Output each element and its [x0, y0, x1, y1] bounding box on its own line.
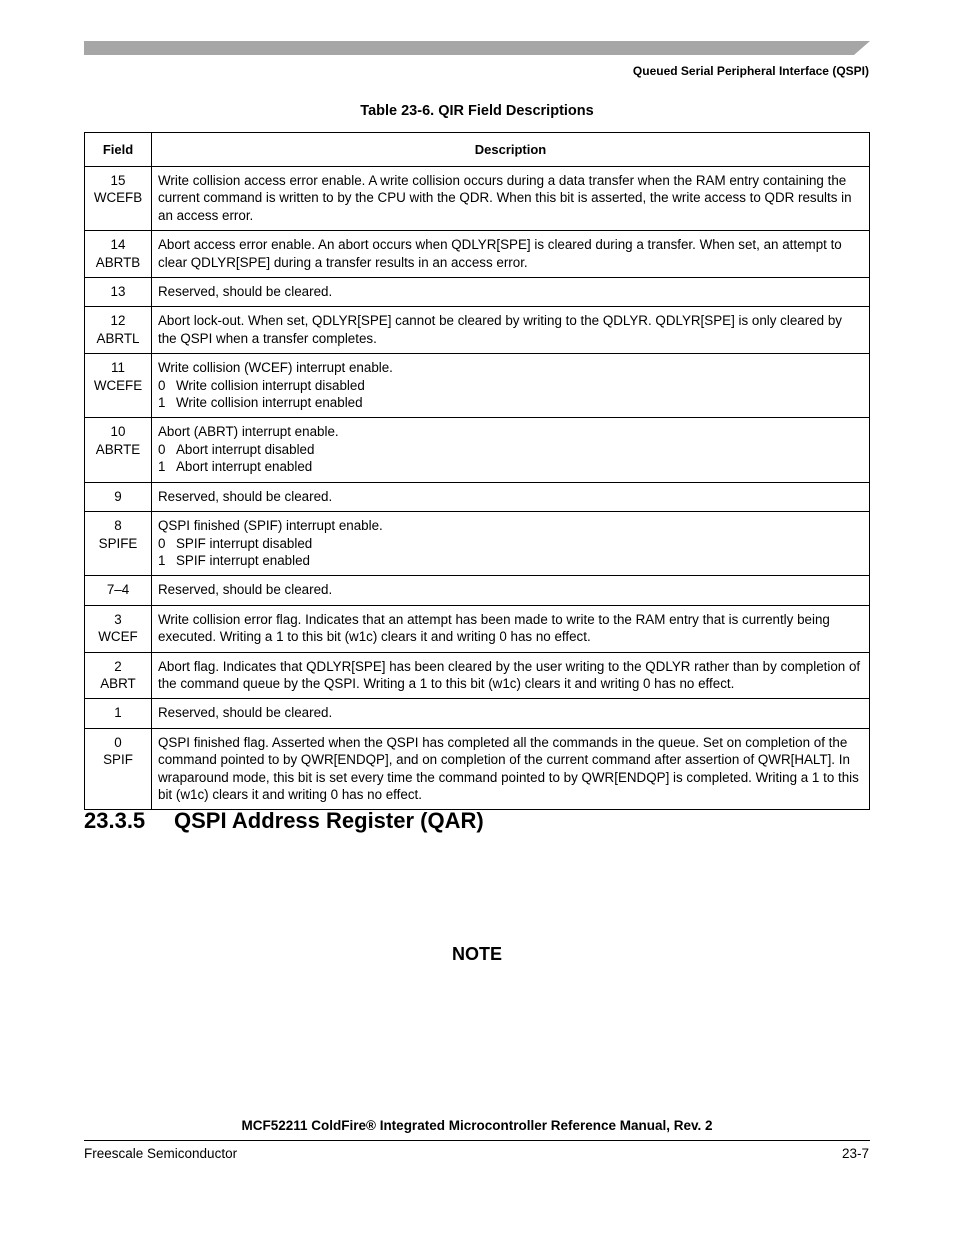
column-header-description: Description	[152, 133, 870, 167]
description-text: Abort flag. Indicates that QDLYR[SPE] has been cleared by the user writing to the QDLYR rather than by completion of the command queue by the QSPI. Writing a 1 to this bit (w1c) clears it and writing 0 has no effect.	[158, 658, 861, 691]
description-text: QSPI finished flag. Asserted when the QSPI has completed all the commands in the queue. Set on completion of the command pointed to by QWR[ENDQP], and on completion of the current command after assertion of QWR[HALT]. In wraparound mode, this bit is set every time the command pointed to by QWR[ENDQP] is completed. Writing a 1 to this bit (w1c) clears it and writing 0 has no effect.	[158, 734, 859, 802]
encoding-text: SPIF interrupt enabled	[176, 552, 310, 568]
description-cell	[152, 482, 870, 511]
table-row	[85, 652, 870, 699]
description-text: Reserved, should be cleared.	[158, 488, 333, 504]
field-cell	[85, 307, 152, 354]
description-text: Reserved, should be cleared.	[158, 582, 333, 598]
field-cell	[85, 231, 152, 278]
field-name: SPIF	[103, 752, 133, 768]
field-name: SPIFE	[98, 535, 138, 551]
description-cell	[152, 512, 870, 576]
encoding-text: Abort interrupt disabled	[176, 441, 315, 457]
description-text: Reserved, should be cleared.	[158, 705, 333, 721]
field-cell	[85, 605, 152, 652]
field-bit: 0	[114, 734, 122, 750]
description-text: Write collision (WCEF) interrupt enable.	[158, 360, 393, 376]
footer-manual-title: MCF52211 ColdFire® Integrated Microcontroller Reference Manual, Rev. 2	[241, 1118, 713, 1133]
note-title: NOTE	[451, 944, 502, 964]
encoding-text: Write collision interrupt enabled	[176, 395, 363, 411]
field-cell	[85, 167, 152, 231]
field-bit: 7–4	[106, 582, 130, 598]
table-row	[85, 576, 870, 605]
field-cell	[85, 278, 152, 307]
field-bit: 3	[114, 611, 122, 627]
field-bit: 9	[114, 488, 122, 504]
encoding-line	[158, 458, 863, 475]
table-row	[85, 482, 870, 511]
section-title: QSPI Address Register (QAR)	[174, 808, 484, 833]
table-row	[85, 605, 870, 652]
table-row	[85, 167, 870, 231]
encoding-line	[158, 552, 863, 569]
field-name: WCEFB	[93, 190, 143, 206]
table-row	[85, 354, 870, 418]
description-cell	[152, 576, 870, 605]
field-bit: 8	[114, 518, 122, 534]
encoding-value: 0	[158, 535, 166, 551]
field-name: ABRTE	[95, 441, 141, 457]
section-number: 23.3.5	[84, 808, 146, 833]
table-title: Table 23-6. QIR Field Descriptions	[360, 103, 594, 119]
field-cell	[85, 576, 152, 605]
description-cell	[152, 605, 870, 652]
field-cell	[85, 728, 152, 810]
field-descriptions-table	[84, 132, 870, 810]
encoding-value: 1	[158, 552, 166, 568]
field-cell	[85, 482, 152, 511]
encoding-line	[158, 377, 863, 394]
field-name: ABRTB	[95, 254, 141, 270]
footer-page-number: 23-7	[841, 1146, 869, 1161]
description-cell	[152, 307, 870, 354]
encoding-value: 1	[158, 459, 166, 475]
description-cell	[152, 728, 870, 810]
description-cell	[152, 699, 870, 728]
description-text: Reserved, should be cleared.	[158, 284, 333, 300]
description-text: Abort lock-out. When set, QDLYR[SPE] cannot be cleared by writing to the QDLYR. QDLYR[SPE] is only cleared by the QSPI when a transfer completes.	[158, 313, 842, 346]
field-cell	[85, 418, 152, 482]
encoding-value: 0	[158, 377, 166, 393]
table-header-row	[85, 133, 870, 167]
table-row	[85, 512, 870, 576]
field-bit: 11	[111, 360, 125, 376]
column-header-field: Field	[85, 133, 152, 167]
description-cell	[152, 278, 870, 307]
description-text: Write collision access error enable. A write collision occurs during a data transfer when the RAM entry containing the current command is written to by the CPU with the QDR. When this bit is asserted, the write access to QDR results in an access error.	[158, 173, 852, 223]
encoding-text: Write collision interrupt disabled	[176, 377, 365, 393]
field-bit: 15	[110, 173, 126, 188]
description-text: Abort (ABRT) interrupt enable.	[158, 424, 339, 440]
field-bit: 12	[110, 313, 126, 329]
footer-company: Freescale Semiconductor	[84, 1146, 238, 1161]
description-cell	[152, 652, 870, 699]
table-row	[85, 231, 870, 278]
field-bit: 14	[110, 237, 126, 253]
table-row	[85, 307, 870, 354]
field-bit: 2	[114, 658, 122, 674]
section-heading	[84, 808, 484, 834]
field-bit: 10	[110, 424, 126, 440]
encoding-line	[158, 394, 863, 411]
running-header-title: Queued Serial Peripheral Interface (QSPI)	[632, 64, 869, 78]
field-cell	[85, 354, 152, 418]
description-text: Abort access error enable. An abort occurs when QDLYR[SPE] is cleared during a transfer. When set, an attempt to clear QDLYR[SPE] during a transfer results in an access error.	[158, 237, 842, 270]
field-name: WCEFE	[93, 377, 143, 393]
description-text: Write collision error flag. Indicates that an attempt has been made to write to the RAM entry that is currently being executed. Writing a 1 to this bit (w1c) clears it and writing 0 has no effect.	[158, 611, 830, 645]
table-body	[85, 167, 870, 810]
description-text: QSPI finished (SPIF) interrupt enable.	[158, 518, 383, 534]
field-bit: 1	[114, 705, 122, 721]
table-row	[85, 278, 870, 307]
description-cell	[152, 167, 870, 231]
encoding-line	[158, 441, 863, 458]
field-name: WCEF	[98, 629, 138, 645]
description-cell	[152, 418, 870, 482]
table-row	[85, 418, 870, 482]
table-row	[85, 699, 870, 728]
encoding-value: 0	[158, 441, 166, 457]
field-cell	[85, 652, 152, 699]
field-name: ABRT	[100, 675, 136, 691]
encoding-line	[158, 535, 863, 552]
header-bar	[84, 41, 870, 55]
encoding-text: SPIF interrupt disabled	[176, 535, 313, 551]
field-name: ABRTL	[96, 330, 140, 346]
encoding-text: Abort interrupt enabled	[176, 459, 313, 475]
field-cell	[85, 699, 152, 728]
field-cell	[85, 512, 152, 576]
table-row	[85, 728, 870, 810]
field-bit: 13	[110, 284, 126, 300]
description-cell	[152, 231, 870, 278]
encoding-value: 1	[158, 395, 166, 411]
footer-divider	[84, 1140, 870, 1141]
description-cell	[152, 354, 870, 418]
